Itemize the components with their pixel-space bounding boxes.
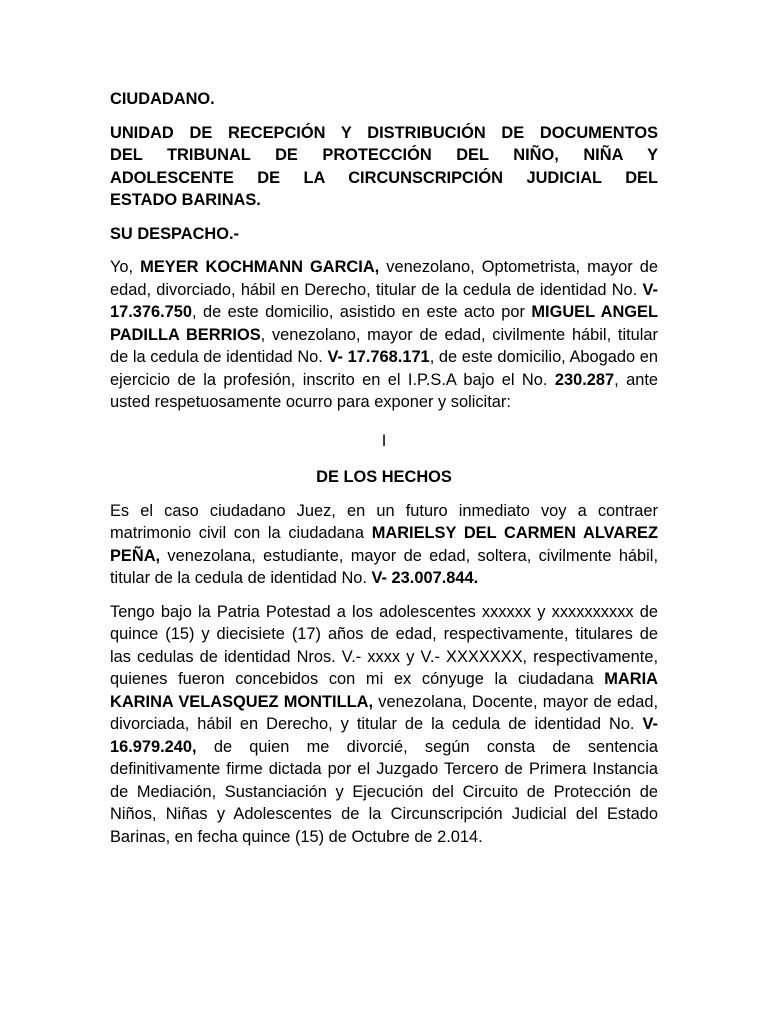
- facts-paragraph-2: [110, 601, 658, 849]
- applicant-name: MEYER KOCHMANN GARCIA,: [140, 258, 380, 276]
- paragraph-text: Tengo bajo la Patria Potestad a los adolescentes xxxxxx y xxxxxxxxxx de quince (15) y diecisiete (17) años de edad, respectivamente, titulares de las cedulas de identidad Nros. V.- xxxx y V.- XXXXXXX, respectivamente, quienes fueron concebidos con mi ex cónyuge la ciudadana: [110, 602, 658, 688]
- section-title: DE LOS HECHOS: [316, 468, 452, 486]
- paragraph-text: venezolana, Docente, mayor de edad, divorciada, hábil en Derecho, y titular de la cedula de identidad No.: [110, 692, 658, 733]
- applicant-id: V- 17.376.750: [110, 280, 658, 321]
- facts-paragraph-1: [110, 500, 658, 590]
- addressee-line: ADOLESCENTE DE LA CIRCUNSCRIPCIÓN JUDICIAL DEL: [110, 168, 658, 187]
- addressee-unit: [110, 122, 658, 212]
- intro-text: , de este domicilio, Abogado en ejercicio de la profesión, inscrito en el I.P.S.A bajo el No.: [110, 348, 658, 389]
- intro-text: , ante usted respetuosamente ocurro para exponer y solicitar:: [110, 370, 658, 411]
- intro-text: , de este domicilio, asistido en este acto por: [192, 303, 532, 321]
- fiancee-id: V- 23.007.844.: [371, 569, 479, 587]
- intro-text: Yo,: [110, 258, 141, 276]
- ex-spouse-id: V- 16.979.240,: [110, 715, 658, 756]
- addressee-line: DEL TRIBUNAL DE PROTECCIÓN DEL NIÑO, NIÑA Y: [110, 146, 658, 164]
- paragraph-text: venezolana, estudiante, mayor de edad, soltera, civilmente hábil, titular de la cedula de identidad No.: [110, 546, 658, 587]
- ipsa-number: 230.287: [554, 370, 615, 389]
- addressee-line: ESTADO BARINAS.: [110, 191, 261, 209]
- fiancee-name: MARIELSY DEL CARMEN ALVAREZ PEÑA,: [110, 524, 658, 565]
- paragraph-text: Es el caso ciudadano Juez, en un futuro inmediato voy a contraer matrimonio civil con la ciudadana: [110, 501, 658, 542]
- paragraph-text: de quien me divorcié, según consta de sentencia definitivamente firme dictada por el Juzgado Tercero de Primera Instancia de Mediación, Sustanciación y Ejecución del Circuito de Protección de Niños, Niñas y Adolescentes de la Circunscripción Judicial del Estado Barinas, en fecha quince (15) de Octubre de 2.014.: [110, 737, 658, 846]
- lawyer-id: V- 17.768.171: [327, 348, 430, 366]
- closing-despacho: SU DESPACHO.-: [110, 224, 240, 243]
- intro-text: venezolano, Optometrista, mayor de edad, divorciado, hábil en Derecho, titular de la cedula de identidad No.: [110, 258, 659, 299]
- ex-spouse-name: MARIA KARINA VELASQUEZ MONTILLA,: [110, 670, 658, 711]
- section-numeral: I: [381, 431, 387, 450]
- intro-text: , venezolano, mayor de edad, civilmente hábil, titular de la cedula de identidad No.: [110, 325, 658, 366]
- intro-paragraph: [110, 256, 658, 414]
- salutation: CIUDADANO.: [110, 90, 215, 108]
- lawyer-name: MIGUEL ANGEL PADILLA BERRIOS: [110, 303, 658, 344]
- addressee-line: UNIDAD DE RECEPCIÓN Y DISTRIBUCIÓN DE DOCUMENTOS: [110, 123, 658, 142]
